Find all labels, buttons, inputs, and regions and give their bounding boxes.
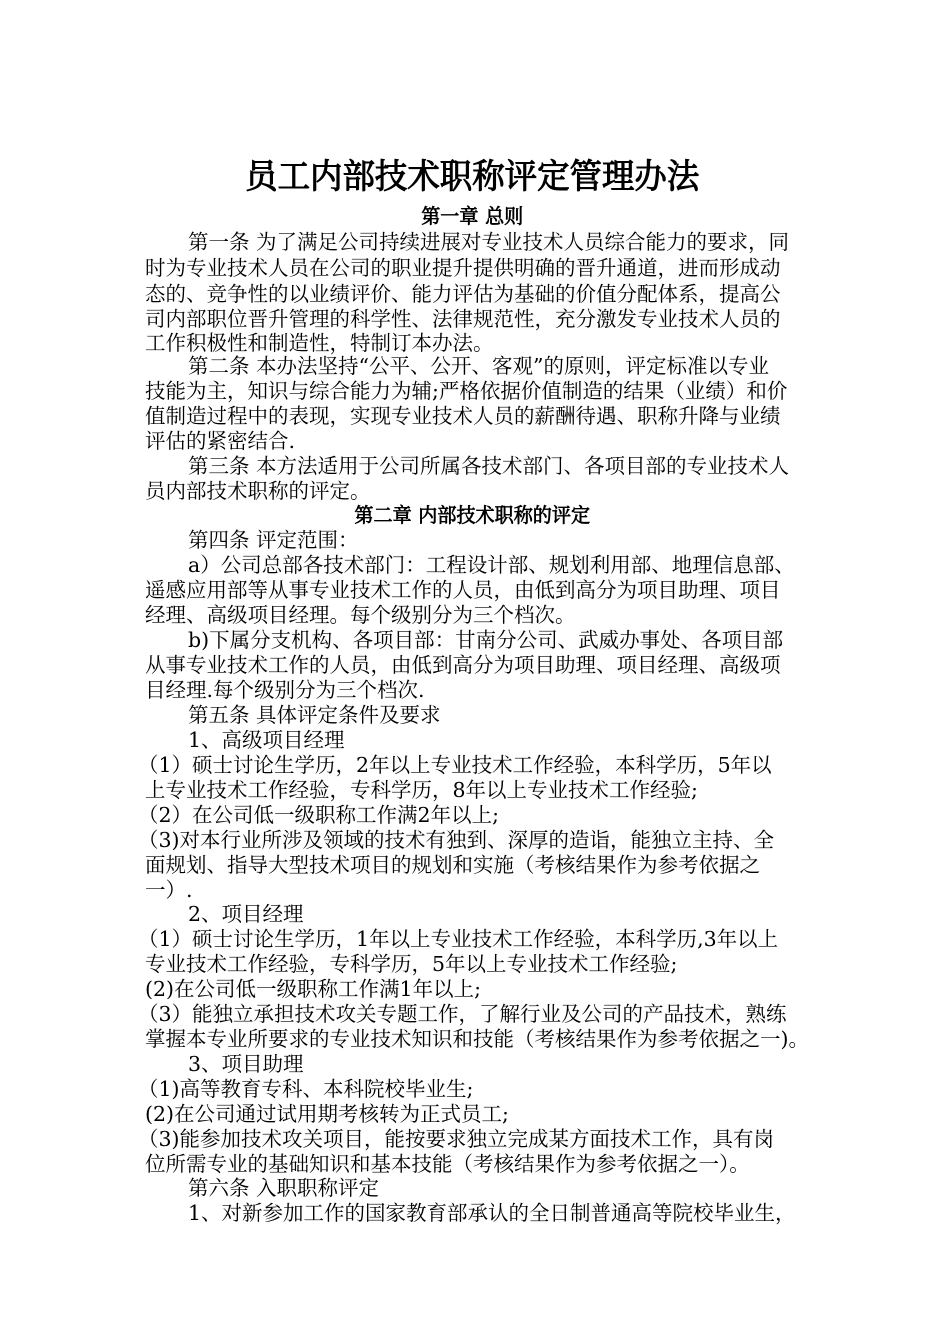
paragraph-line: 员内部技术职称的评定。 [145,479,371,503]
paragraph-line: 第一条 为了满足公司持续进展对专业技术人员综合能力的要求，同 [188,230,790,254]
paragraph-line: 第六条 入职职称评定 [188,1176,380,1200]
paragraph-line: 目经理.每个级别分为三个档次. [145,678,425,702]
paragraph-line: 技能为主，知识与综合能力为辅;严格依据价值制造的结果（业绩）和价 [145,379,788,403]
paragraph-line: 第四条 评定范围： [188,528,359,552]
paragraph-line: 位所需专业的基础知识和基本技能（考核结果作为参考依据之一）。 [145,1152,750,1176]
chapter-heading: 第二章 内部技术职称的评定 [354,503,591,527]
paragraph-line: （3)对本行业所涉及领域的技术有独到、深厚的造诣，能独立主持、全 [138,828,775,852]
paragraph-line: 1、高级项目经理 [188,728,345,752]
paragraph-line: 1、对新参加工作的国家教育部承认的全日制普通高等院校毕业生， [188,1201,796,1225]
paragraph-line: （1）硕士讨论生学历，1年以上专业技术工作经验，本科学历,3年以上 [138,927,779,951]
paragraph-line: （3）能独立承担技术攻关专题工作，了解行业及公司的产品技术，熟练 [138,1002,787,1026]
chapter-heading: 第一章 总则 [421,204,524,228]
paragraph-line: 态的、竞争性的以业绩评价、能力评估为基础的价值分配体系，提高公 [145,282,781,306]
paragraph-line: 评估的紧密结合. [145,429,296,453]
paragraph-line: 第五条 具体评定条件及要求 [188,703,441,727]
paragraph-line: 2、项目经理 [188,902,304,926]
paragraph-line: 值制造过程中的表现，实现专业技术人员的薪酬待遇、职称升降与业绩 [145,404,781,428]
paragraph-line: 专业技术工作经验，专科学历，5年以上专业技术工作经验; [145,952,678,976]
paragraph-line: 第三条 本方法适用于公司所属各技术部门、各项目部的专业技术人 [188,454,790,478]
document-title: 员工内部技术职称评定管理办法 [245,157,700,197]
paragraph-line: 从事专业技术工作的人员，由低到高分为项目助理、项目经理、高级项 [145,653,781,677]
paragraph-line: 遥感应用部等从事专业技术工作的人员，由低到高分为项目助理、项目 [145,578,781,602]
paragraph-line: （1)高等教育专科、本科院校毕业生; [138,1077,474,1101]
paragraph-line: 掌握本专业所要求的专业技术知识和技能（考核结果作为参考依据之一)。 [145,1027,809,1051]
paragraph-line: a）公司总部各技术部门：工程设计部、规划利用部、地理信息部、 [188,553,795,577]
paragraph-line: （2）在公司低一级职称工作满2年以上; [138,803,499,827]
paragraph-line: 面规划、指导大型技术项目的规划和实施（考核结果作为参考依据之 [145,853,760,877]
paragraph-line: 一）. [145,878,193,902]
paragraph-line: （3)能参加技术攻关项目，能按要求独立完成某方面技术工作，具有岗 [138,1127,775,1151]
paragraph-line: 第二条 本办法坚持“公平、公开、客观”的原则，评定标准以专业 [188,354,769,378]
paragraph-line: b)下属分支机构、各项目部：甘南分公司、武威办事处、各项目部 [188,628,784,652]
paragraph-line: 经理、高级项目经理。每个级别分为三个档次。 [145,603,576,627]
paragraph-line: 司内部职位晋升管理的科学性、法律规范性，充分激发专业技术人员的 [145,307,781,331]
paragraph-line: (2)在公司通过试用期考核转为正式员工; [145,1102,509,1126]
paragraph-line: 时为专业技术人员在公司的职业提升提供明确的晋升通道，进而形成动 [145,256,781,280]
paragraph-line: (2)在公司低一级职称工作满1年以上; [145,977,481,1001]
paragraph-line: 工作积极性和制造性，特制订本办法。 [145,331,494,355]
paragraph-line: 3、项目助理 [188,1052,304,1076]
paragraph-line: 上专业技术工作经验，专科学历，8年以上专业技术工作经验; [145,778,698,802]
paragraph-line: （1）硕士讨论生学历，2年以上专业技术工作经验，本科学历，5年以 [138,753,772,777]
